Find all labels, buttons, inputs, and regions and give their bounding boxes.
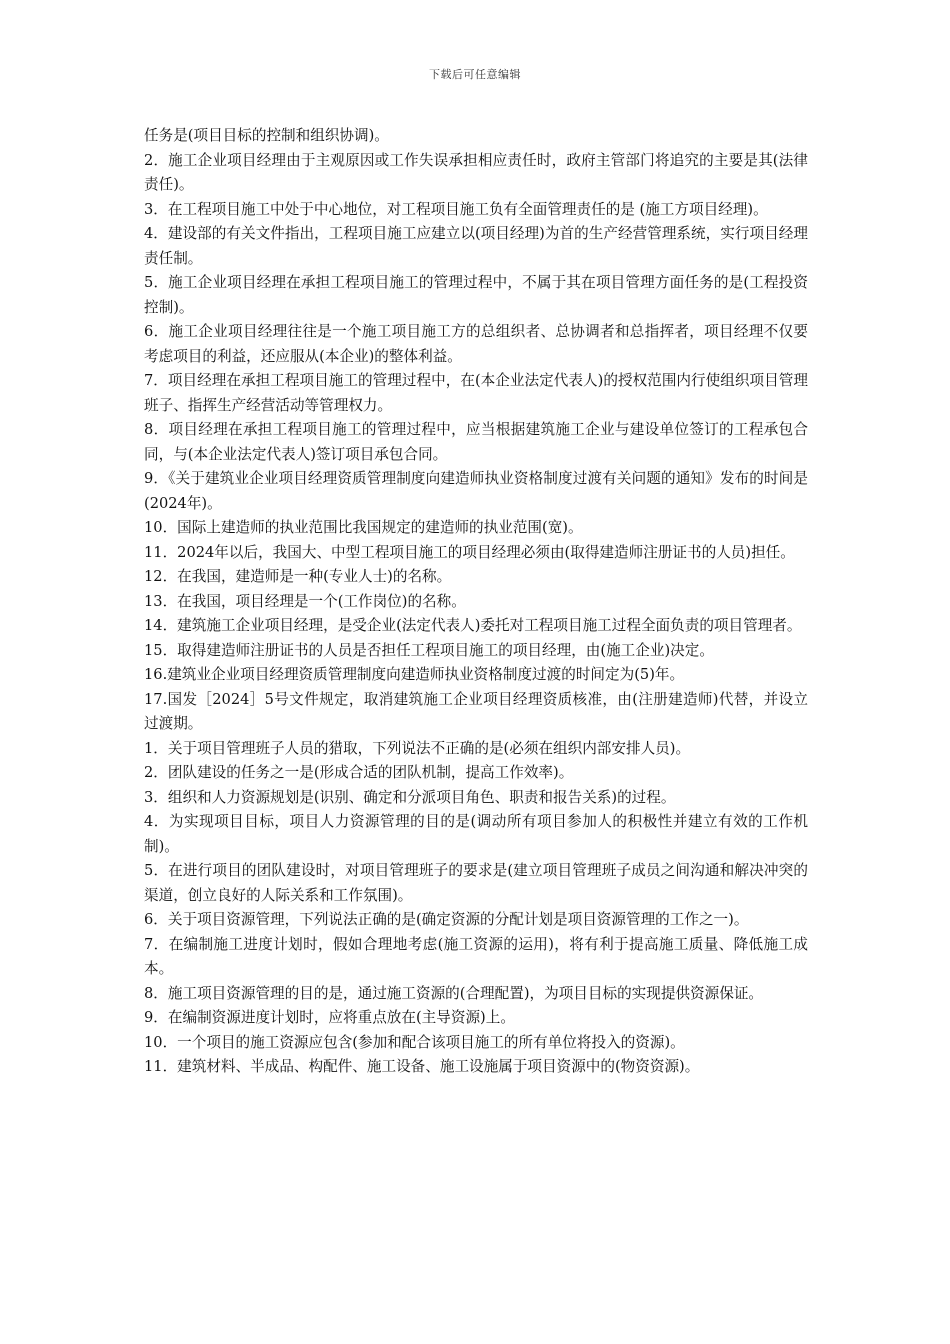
list-item: 7．项目经理在承担工程项目施工的管理过程中，在(本企业法定代表人)的授权范围内行使组织项目管理班子、指挥生产经营活动等管理权力。 [144,372,808,414]
page-header: 下载后可任意编辑 [429,68,521,81]
list-item: 12．在我国，建造师是一种(专业人士)的名称。 [144,568,452,585]
list-item: 6．关于项目资源管理，下列说法正确的是(确定资源的分配计划是项目资源管理的工作之一)。 [144,911,749,928]
list-item: 16.建筑业企业项目经理资质管理制度向建造师执业资格制度过渡的时间定为(5)年。 [144,666,685,683]
list-item: 11．2024年以后，我国大、中型工程项目施工的项目经理必须由(取得建造师注册证书的人员)担任。 [144,543,795,561]
list-item: 3．组织和人力资源规划是(识别、确定和分派项目角色、职责和报告关系)的过程。 [144,788,676,806]
list-item: 9．《关于建筑业企业项目经理资质管理制度向建造师执业资格制度过渡有关问题的通知》发布的时间是(2024年)。 [144,470,808,512]
list-item: 5．在进行项目的团队建设时，对项目管理班子的要求是(建立项目管理班子成员之间沟通和解决冲突的渠道，创立良好的人际关系和工作氛围)。 [144,862,808,904]
list-item: 4．建设部的有关文件指出，工程项目施工应建立以(项目经理)为首的生产经营管理系统，实行项目经理责任制。 [144,225,808,267]
list-item: 6．施工企业项目经理往往是一个施工项目施工方的总组织者、总协调者和总指挥者，项目经理不仅要考虑项目的利益，还应服从(本企业)的整体利益。 [144,323,808,365]
list-item: 10．国际上建造师的执业范围比我国规定的建造师的执业范围(宽)。 [144,519,583,536]
list-item: 1．关于项目管理班子人员的猎取，下列说法不正确的是(必须在组织内部安排人员)。 [144,739,691,757]
list-item: 4．为实现项目目标，项目人力资源管理的目的是(调动所有项目参加人的积极性并建立有效的工作机制)。 [144,813,808,855]
list-item: 14．建筑施工企业项目经理，是受企业(法定代表人)委托对工程项目施工过程全面负责的项目管理者。 [144,617,802,634]
list-item: 8．项目经理在承担工程项目施工的管理过程中，应当根据建筑施工企业与建设单位签订的工程承包合同，与(本企业法定代表人)签订项目承包合同。 [144,421,808,463]
list-item: 7．在编制施工进度计划时，假如合理地考虑(施工资源的运用)，将有利于提高施工质量、降低施工成本。 [144,935,808,977]
list-item: 11．建筑材料、半成品、构配件、施工设备、施工设施属于项目资源中的(物资资源)。 [144,1058,700,1075]
list-item: 8．施工项目资源管理的目的是，通过施工资源的(合理配置)，为项目目标的实现提供资源保证。 [144,984,764,1002]
list-item: 9．在编制资源进度计划时，应将重点放在(主导资源)上。 [144,1009,515,1026]
list-item: 任务是(项目目标的控制和组织协调)。 [144,127,389,144]
list-item: 13．在我国，项目经理是一个(工作岗位)的名称。 [144,592,466,610]
list-item: 10．一个项目的施工资源应包含(参加和配合该项目施工的所有单位将投入的资源)。 [144,1033,685,1051]
list-item: 2．团队建设的任务之一是(形成合适的团队机制，提高工作效率)。 [144,764,574,781]
list-item: 5．施工企业项目经理在承担工程项目施工的管理过程中，不属于其在项目管理方面任务的是(工程投资控制)。 [144,274,808,316]
document-body [144,124,808,1080]
list-item: 3．在工程项目施工中处于中心地位，对工程项目施工负有全面管理责任的是 (施工方项目经理)。 [144,200,768,218]
list-item: 17.国发［2024］5号文件规定，取消建筑施工企业项目经理资质核准，由(注册建造师)代替，并设立过渡期。 [144,690,808,732]
list-item: 15．取得建造师注册证书的人员是否担任工程项目施工的项目经理，由(施工企业)决定。 [144,641,714,659]
list-item: 2．施工企业项目经理由于主观原因或工作失误承担相应责任时，政府主管部门将追究的主要是其(法律责任)。 [144,151,808,193]
